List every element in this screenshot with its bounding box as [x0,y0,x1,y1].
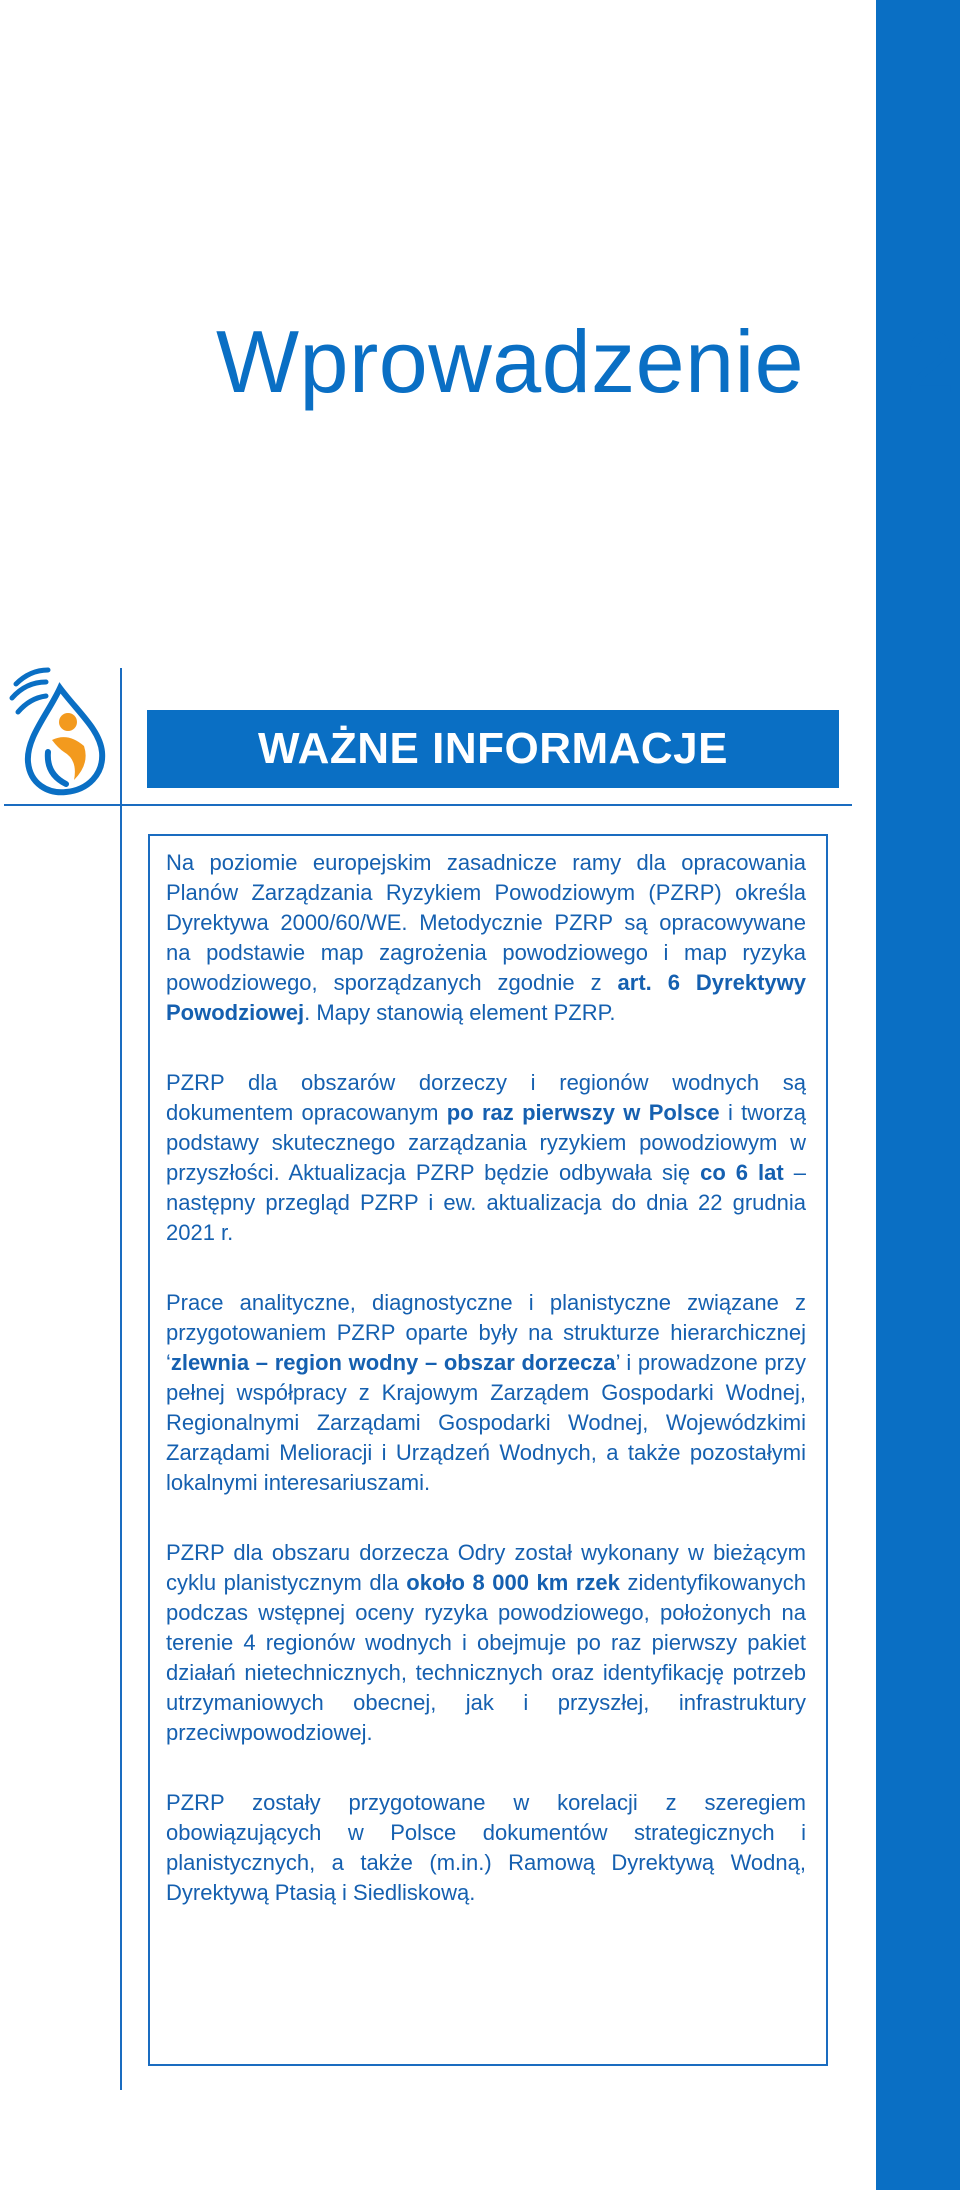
paragraph-1: Na poziomie europejskim zasadnicze ramy dla opracowania Planów Zarządzania Ryzykiem Powodziowym (PZRP) określa Dyrektywa 2000/60/WE. Metodycznie PZRP są opracowywane na podstawie map zagrożenia powodziowego i map ryzyka powodziowego, sporządzanych zgodnie z art. 6 Dyrektywy Powodziowej. Mapy stanowią element PZRP. [166,850,806,1025]
vertical-rule [120,668,122,2090]
paragraph-3: Prace analityczne, diagnostyczne i planistyczne związane z przygotowaniem PZRP oparte były na strukturze hierarchicznej ‘zlewnia – region wodny – obszar dorzecza’ i prowadzone przy pełnej współpracy z Krajowym Zarządem Gospodarki Wodnej, Regionalnymi Zarządami Gospodarki Wodnej, Wojewódzkimi Zarządami Melioracji i Urządzeń Wodnych, a także pozostałymi lokalnymi interesariuszami. [166,1290,806,1495]
horizontal-rule [4,804,852,806]
banner-title: WAŻNE INFORMACJE [258,724,728,773]
important-info-box [148,834,828,2066]
water-drop-person-logo-icon [8,656,118,796]
paragraph-2: PZRP dla obszarów dorzeczy i regionów wodnych są dokumentem opracowanym po raz pierwszy w Polsce i tworzą podstawy skutecznego zarządzania ryzykiem powodziowym w przyszłości. Aktualizacja PZRP będzie odbywała się co 6 lat – następny przegląd PZRP i ew. aktualizacja do dnia 22 grudnia 2021 r. [166,1070,806,1245]
important-info-banner [147,710,839,788]
paragraph-4: PZRP dla obszaru dorzecza Odry został wykonany w bieżącym cyklu planistycznym dla około 8 000 km rzek zidentyfikowanych podczas wstępnej oceny ryzyka powodziowego, położonych na terenie 4 regionów wodnych i obejmuje po raz pierwszy pakiet działań nietechnicznych, technicznych oraz identyfikację potrzeb utrzymaniowych obecnej, jak i przyszłej, infrastruktury przeciwpowodziowej. [166,1540,806,1745]
chapter-number: 2 [906,312,955,411]
paragraph-5: PZRP zostały przygotowane w korelacji z szeregiem obowiązujących w Polsce dokumentów strategicznych i planistycznych, a także (m.in.) Ramową Dyrektywą Wodną, Dyrektywą Ptasią i Siedliskową. [166,1790,806,1905]
chapter-title: Wprowadzenie [216,312,805,411]
